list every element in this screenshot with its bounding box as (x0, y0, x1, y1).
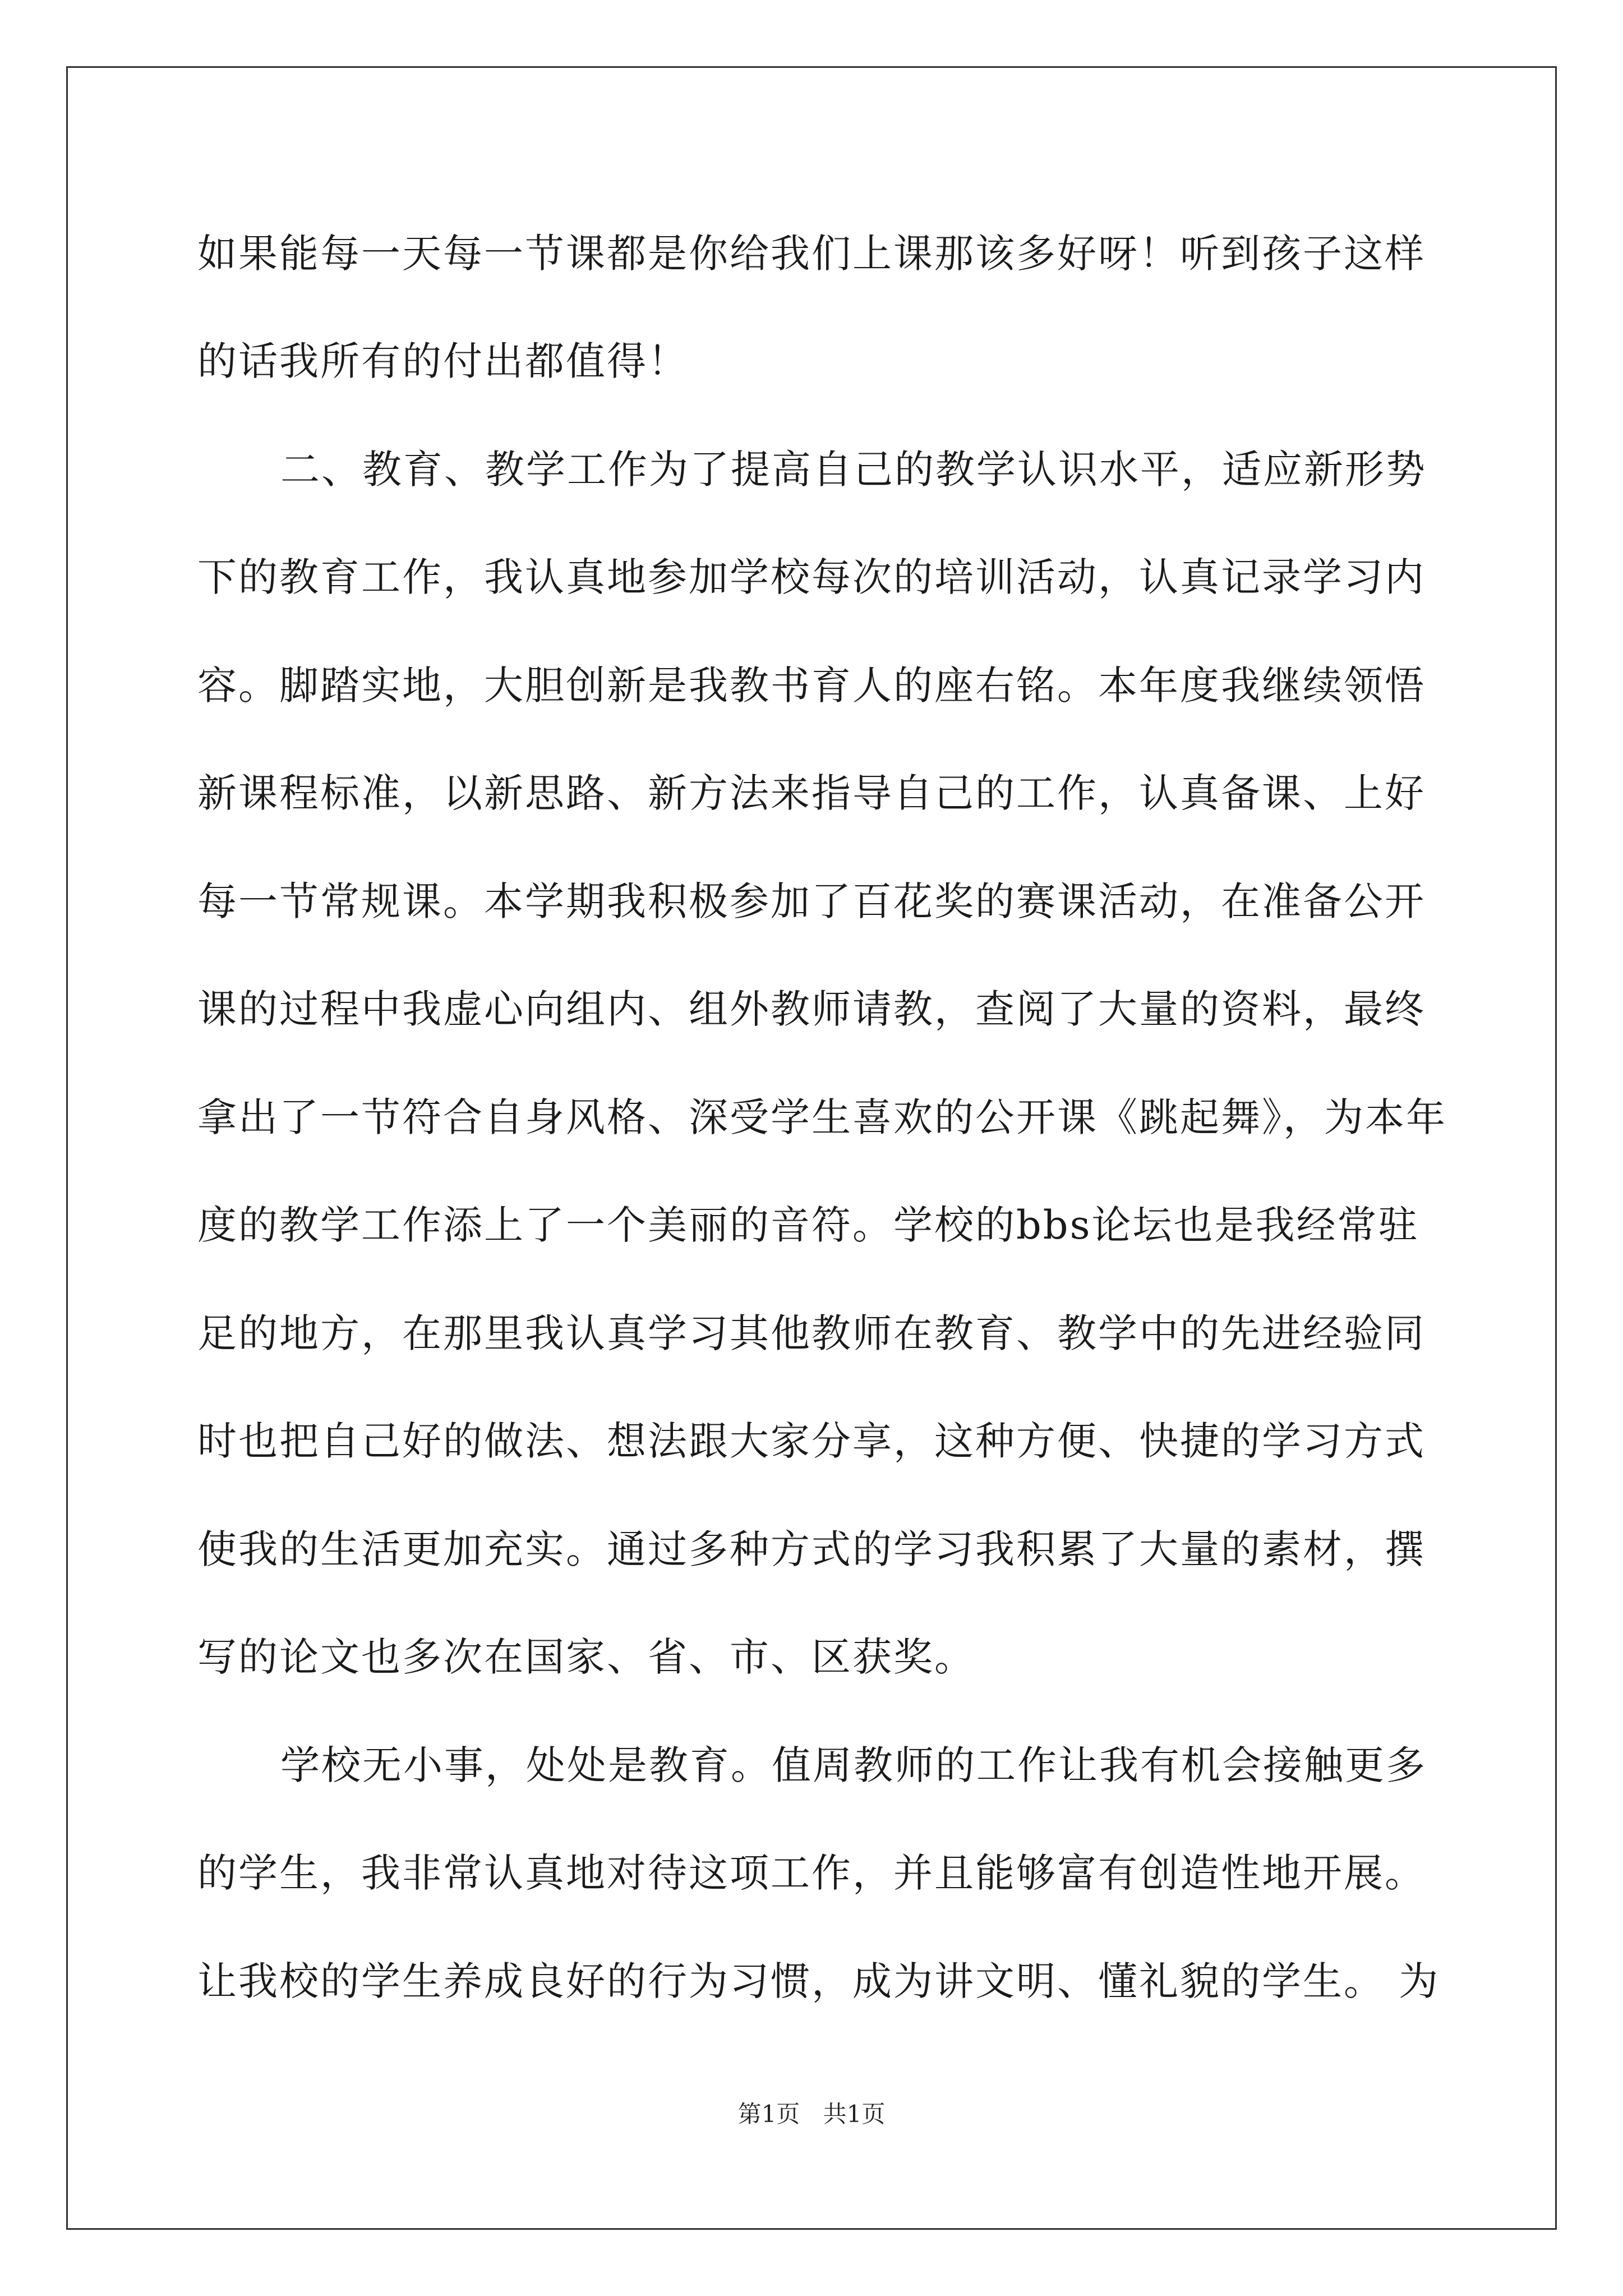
page-number: 第1页 (737, 2100, 800, 2128)
page-total: 共1页 (823, 2100, 886, 2128)
body-line: 新课程标准，以新思路、新方法来指导自己的工作，认真备课、上好 (197, 770, 1426, 816)
body-line: 每一节常规课。本学期我积极参加了百花奖的赛课活动，在准备公开 (197, 878, 1426, 924)
paragraph-line: 学校无小事，处处是教育。值周教师的工作让我有机会接触更多 (280, 1742, 1427, 1788)
body-line: 的学生，我非常认真地对待这项工作，并且能够富有创造性地开展。 (197, 1850, 1426, 1896)
body-line: 课的过程中我虚心向组内、组外教师请教，查阅了大量的资料，最终 (197, 986, 1426, 1032)
body-line: 让我校的学生养成良好的行为习惯，成为讲文明、懂礼貌的学生。 为 (197, 1958, 1440, 2004)
body-line: 足的地方，在那里我认真学习其他教师在教育、教学中的先进经验同 (197, 1310, 1426, 1356)
body-line: 使我的生活更加充实。通过多种方式的学习我积累了大量的素材，撰 (197, 1526, 1426, 1572)
body-line: 写的论文也多次在国家、省、市、区获奖。 (197, 1634, 975, 1680)
page-border (66, 66, 1557, 2230)
body-line: 时也把自己好的做法、想法跟大家分享，这种方便、快捷的学习方式 (197, 1418, 1426, 1464)
body-line: 如果能每一天每一节课都是你给我们上课那该多好呀！听到孩子这样 (197, 231, 1426, 277)
body-line: 拿出了一节符合自身风格、深受学生喜欢的公开课《跳起舞》，为本年 (197, 1094, 1447, 1140)
body-line: 的话我所有的付出都值得！ (197, 338, 689, 384)
page-footer (0, 2096, 1623, 2129)
paragraph-line: 二、教育、教学工作为了提高自己的教学认识水平，适应新形势 (280, 447, 1427, 493)
body-line: 度的教学工作添上了一个美丽的音符。学校的bbs论坛也是我经常驻 (197, 1202, 1419, 1248)
body-line: 下的教育工作，我认真地参加学校每次的培训活动，认真记录学习内 (197, 554, 1426, 600)
body-line: 容。脚踏实地，大胆创新是我教书育人的座右铭。本年度我继续领悟 (197, 662, 1426, 708)
